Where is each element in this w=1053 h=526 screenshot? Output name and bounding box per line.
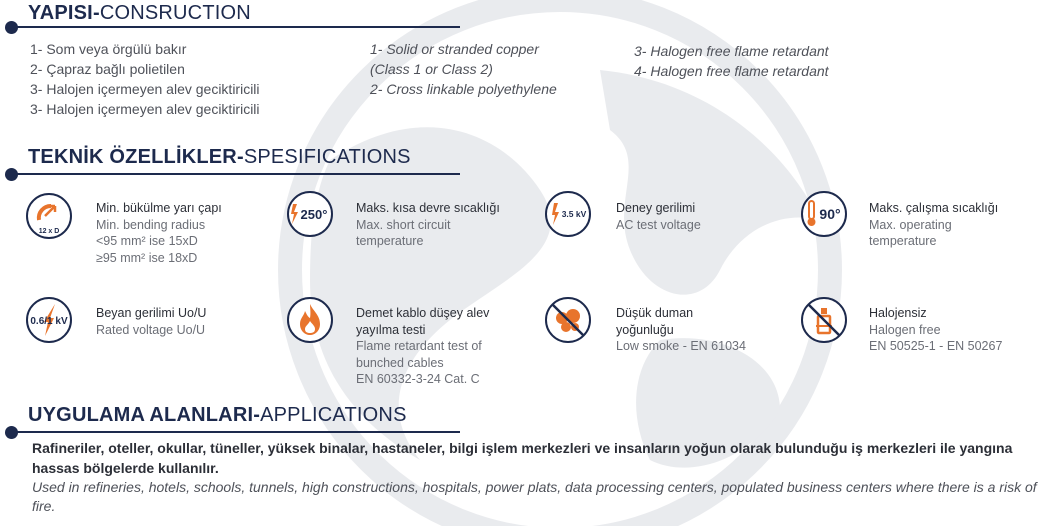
spec-line: EN 50525-1 - EN 50267 <box>869 339 1003 353</box>
spec-line: AC test voltage <box>616 217 701 232</box>
spec-line: Min. bending radius <box>96 217 206 232</box>
spec-line: temperature <box>869 234 937 248</box>
construction-en-line: 3- Halogen free flame retardant <box>634 43 829 59</box>
spec-line: Max. operating <box>869 217 952 232</box>
applications-tr-text: Rafineriler, oteller, okullar, tüneller, yüksek binalar, hastaneler, bilgi işlem merkezleri ve insanların yoğun olarak bulunduğu iş merkezleri ile yangına hassas bölgelerde kullanılır. <box>32 440 1013 476</box>
construction-en-list-b <box>634 41 829 81</box>
applications-rule <box>12 431 460 433</box>
spec-line: Max. short circuit <box>356 217 451 232</box>
spec-line: yayılma testi <box>356 322 426 337</box>
spec-line: EN 60332-3-24 Cat. C <box>356 372 480 386</box>
spec-line: ≥95 mm² ise 18xD <box>96 250 198 265</box>
bending-radius-icon <box>25 192 73 240</box>
applications-heading <box>28 404 407 427</box>
test-voltage-icon <box>544 190 592 238</box>
spec-short-circuit-temperature <box>356 200 500 250</box>
operating-temperature-icon <box>800 190 848 238</box>
spec-title: Min. bükülme yarı çapı <box>96 201 222 215</box>
spec-line: Low smoke - EN 61034 <box>616 339 746 353</box>
spec-flame-retardant <box>356 305 489 388</box>
spec-halogen-free <box>869 305 1002 355</box>
specs-heading-light: SPESIFICATIONS <box>243 146 411 168</box>
construction-en-line: 2- Cross linkable polyethylene <box>370 81 557 97</box>
halogen-free-icon <box>800 296 848 344</box>
spec-line: Halogen free <box>869 322 941 337</box>
spec-line: Flame retardant test of <box>356 339 482 353</box>
construction-tr-line: 3- Halojen içermeyen alev geciktiricili <box>30 101 260 117</box>
spec-title: Deney gerilimi <box>616 201 696 215</box>
spec-rated-voltage <box>96 305 206 338</box>
short-circuit-temperature-icon-label: 250° <box>300 207 328 222</box>
spec-title: Demet kablo düşey alev <box>356 306 490 320</box>
spec-title: Maks. çalışma sıcaklığı <box>869 201 999 215</box>
short-circuit-temperature-icon <box>286 190 334 238</box>
spec-line: temperature <box>356 234 424 248</box>
spec-title: Maks. kısa devre sıcaklığı <box>356 201 500 215</box>
construction-tr-line: 3- Halojen içermeyen alev geciktiricili <box>30 81 260 97</box>
spec-test-voltage <box>616 200 701 233</box>
spec-line: Rated voltage Uo/U <box>96 322 206 337</box>
rated-voltage-icon-label: 0.6/1 kV <box>30 316 68 327</box>
spec-line: yoğunluğu <box>616 322 674 337</box>
specs-rule <box>12 173 460 175</box>
spec-line: bunched cables <box>356 355 444 370</box>
construction-en-line: 1- Solid or stranded copper <box>370 41 539 57</box>
spec-line: <95 mm² ise 15xD <box>96 234 198 248</box>
construction-heading-bold: YAPISI- <box>28 2 100 24</box>
low-smoke-icon <box>544 296 592 344</box>
construction-rule <box>12 26 460 28</box>
applications-heading-light: APPLICATIONS <box>260 404 407 426</box>
construction-en-list-a <box>370 39 557 99</box>
construction-heading <box>28 2 251 25</box>
flame-icon <box>286 296 334 344</box>
spec-title: Beyan gerilimi Uo/U <box>96 306 207 320</box>
construction-tr-line: 1- Som veya örgülü bakır <box>30 41 187 57</box>
spec-low-smoke <box>616 305 746 355</box>
spec-bending-radius <box>96 200 222 266</box>
bending-radius-icon-label: 12 x D <box>38 228 60 235</box>
operating-temperature-icon-label: 90° <box>819 206 841 222</box>
rated-voltage-icon <box>25 296 73 344</box>
construction-en-line: 4- Halogen free flame retardant <box>634 63 829 79</box>
specs-heading-bold: TEKNİK ÖZELLİKLER- <box>28 146 244 168</box>
construction-en-line: (Class 1 or Class 2) <box>370 61 493 77</box>
applications-en-text: Used in refineries, hotels, schools, tunnels, high constructions, hospitals, power plats, data processing centers, populated business centers where there is a risk of fire. <box>32 479 1037 514</box>
construction-heading-light: CONSRUCTION <box>99 2 251 24</box>
specs-heading <box>28 146 411 169</box>
spec-operating-temperature <box>869 200 998 250</box>
applications-heading-bold: UYGULAMA ALANLARI- <box>28 404 261 426</box>
spec-title: Halojensiz <box>869 306 927 320</box>
test-voltage-icon-label: 3.5 kV <box>561 209 587 219</box>
construction-tr-list <box>30 39 260 119</box>
spec-title: Düşük duman <box>616 306 694 320</box>
construction-tr-line: 2- Çapraz bağlı polietilen <box>30 61 185 77</box>
